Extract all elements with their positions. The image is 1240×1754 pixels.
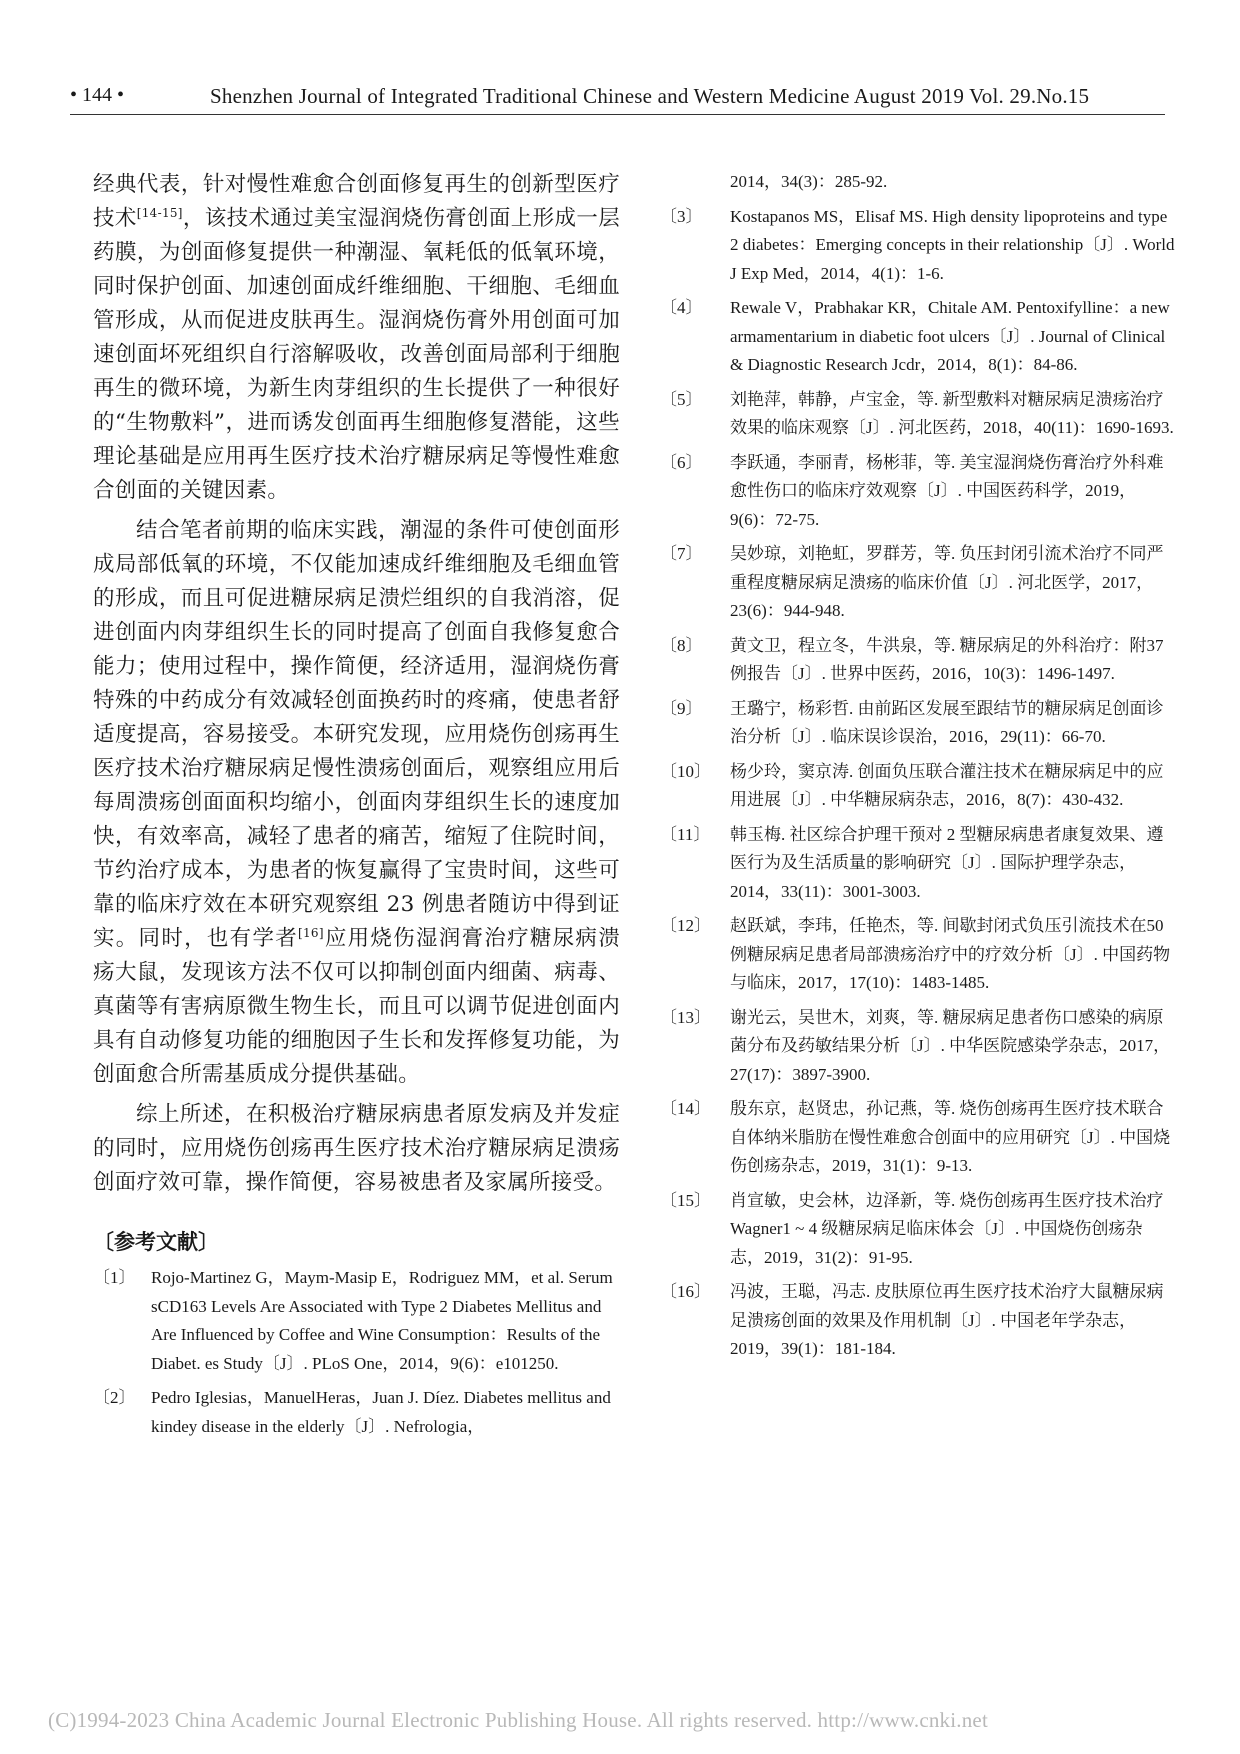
page-number: • 144 • bbox=[70, 84, 125, 106]
reference-13 bbox=[660, 1004, 1175, 1090]
reference-number: 〔5〕 bbox=[660, 389, 703, 409]
reference-10 bbox=[660, 758, 1175, 815]
reference-text: 韩玉梅. 社区综合护理干预对 2 型糖尿病患者康复效果、遵医行为及生活质量的影响研究〔J〕. 国际护理学杂志，2014，33(11)：3001-3003. bbox=[730, 824, 1164, 901]
reference-text: 吴妙琼，刘艳虹，罗群芳，等. 负压封闭引流术治疗不同严重程度糖尿病足溃疡的临床价值〔J〕. 河北医学，2017，23(6)：944-948. bbox=[730, 544, 1164, 620]
p1-text-a: 经典代表，针对慢性难愈合创面修复再生的创新型医疗技术 bbox=[93, 172, 620, 231]
reference-number: 〔16〕 bbox=[660, 1282, 711, 1301]
reference-number: 〔11〕 bbox=[660, 824, 711, 844]
reference-5 bbox=[660, 386, 1175, 443]
reference-text: 杨少玲，窦京涛. 创面负压联合灌注技术在糖尿病足中的应用进展〔J〕. 中华糖尿病杂志，2016，8(7)：430-432. bbox=[730, 761, 1164, 809]
reference-6 bbox=[660, 449, 1175, 535]
p2-text-b: 应用烧伤湿润膏治疗糖尿病溃疡大鼠，发现该方法不仅可以抑制创面内细菌、病毒、真菌等有害病原微生物生长，而且可以调节促进创面内具有自动修复功能的细胞因子生长和发挥修复功能，为创面愈合所需基质成分提供基础。 bbox=[93, 926, 620, 1087]
reference-9 bbox=[660, 695, 1175, 752]
reference-text: Rewale V，Prabhakar KR，Chitale AM. Pentoxifylline：a new armamentarium in diabetic foot ulcers〔J〕. Journal of Clinical & Diagnostic Research Jcdr，2014，8(1)：84-86. bbox=[730, 298, 1170, 374]
copyright-footer: (C)1994-2023 China Academic Journal Electronic Publishing House. All rights reserved. http://www.cnki.net bbox=[48, 1708, 988, 1732]
reference-text: 黄文卫，程立冬，牛洪泉，等. 糖尿病足的外科治疗：附37 例报告〔J〕. 世界中医药，2016，10(3)：1496-1497. bbox=[730, 635, 1164, 683]
reference-3 bbox=[660, 203, 1175, 289]
reference-text: 肖宣敏，史会林，边泽新，等. 烧伤创疡再生医疗技术治疗 Wagner1 ~ 4 级糖尿病足临床体会〔J〕. 中国烧伤创疡杂志，2019，31(2)：91-95. bbox=[730, 1190, 1164, 1267]
reference-2 bbox=[93, 1384, 620, 1441]
reference-number: 〔10〕 bbox=[660, 761, 711, 781]
reference-number: 〔13〕 bbox=[660, 1007, 711, 1027]
right-column bbox=[660, 168, 1175, 1370]
reference-text: 2014，34(3)：285-92. bbox=[730, 172, 888, 191]
reference-text: 谢光云，吴世木，刘爽，等. 糖尿病足患者伤口感染的病原菌分布及药敏结果分析〔J〕. 中华医院感染学杂志，2017，27(17)：3897-3900. bbox=[730, 1007, 1171, 1084]
citation-16: [16] bbox=[298, 926, 324, 940]
running-header bbox=[70, 84, 1165, 118]
reference-number: 〔1〕 bbox=[93, 1268, 136, 1287]
reference-8 bbox=[660, 632, 1175, 689]
reference-number: 〔14〕 bbox=[660, 1099, 711, 1118]
reference-text: Kostapanos MS，Elisaf MS. High density lipoproteins and type 2 diabetes：Emerging concepts in their relationship〔J〕. World J Exp Med，2014，4(1)：1-6. bbox=[730, 206, 1175, 283]
reference-text: 王璐宁，杨彩哲. 由前跖区发展至跟结节的糖尿病足创面诊治分析〔J〕. 临床误诊误治，2016，29(11)：66-70. bbox=[730, 698, 1164, 746]
reference-text: 殷东京，赵贤忠，孙记燕，等. 烧伤创疡再生医疗技术联合自体纳米脂肪在慢性难愈合创面中的应用研究〔J〕. 中国烧伤创疡杂志，2019，31(1)：9-13. bbox=[730, 1099, 1171, 1175]
header-rule bbox=[70, 114, 1165, 115]
reference-11 bbox=[660, 821, 1175, 907]
reference-1 bbox=[93, 1264, 620, 1378]
reference-number: 〔9〕 bbox=[660, 698, 703, 718]
reference-number: 〔2〕 bbox=[93, 1388, 136, 1407]
reference-number: 〔7〕 bbox=[660, 544, 703, 563]
p1-text-b: ，该技术通过美宝湿润烧伤膏创面上形成一层药膜，为创面修复提供一种潮湿、氧耗低的低氧环境，同时保护创面、加速创面成纤维细胞、干细胞、毛细血管形成，从而促进皮肤再生。湿润烧伤膏外用创面可加速创面坏死组织自行溶解吸收，改善创面局部利于细胞再生的微环境，为新生肉芽组织的生长提供了一种很好的“生物敷料”，进而诱发创面再生细胞修复潜能，这些理论基础是应用再生医疗技术治疗糖尿病足等慢性难愈合创面的关键因素。 bbox=[93, 206, 620, 503]
reference-number: 〔3〕 bbox=[660, 206, 703, 226]
reference-text: 赵跃斌，李玮，任艳杰，等. 间歇封闭式负压引流技术在50 例糖尿病足患者局部溃疡治疗中的疗效分析〔J〕. 中国药物与临床，2017，17(10)：1483-1485. bbox=[730, 916, 1171, 992]
body-paragraph-1 bbox=[93, 168, 620, 508]
citation-14-15: [14-15] bbox=[136, 206, 183, 220]
reference-7 bbox=[660, 540, 1175, 626]
reference-14 bbox=[660, 1095, 1175, 1181]
journal-title: Shenzhen Journal of Integrated Traditional Chinese and Western Medicine August 2019 Vol. 29.No.15 bbox=[210, 84, 1090, 108]
reference-2-continued bbox=[660, 168, 1175, 197]
reference-number: 〔15〕 bbox=[660, 1190, 711, 1210]
reference-number: 〔6〕 bbox=[660, 452, 703, 472]
body-paragraph-3: 综上所述，在积极治疗糖尿病患者原发病及并发症的同时，应用烧伤创疡再生医疗技术治疗糖尿病足溃疡创面疗效可靠，操作简便，容易被患者及家属所接受。 bbox=[93, 1102, 620, 1195]
reference-4 bbox=[660, 294, 1175, 380]
reference-number: 〔4〕 bbox=[660, 298, 703, 317]
p2-text-a: 结合笔者前期的临床实践，潮湿的条件可使创面形成局部低氧的环境，不仅能加速成纤维细胞及毛细血管的形成，而且可促进糖尿病足溃烂组织的自我消溶，促进创面内肉芽组织生长的同时提高了创面自我修复愈合能力；使用过程中，操作简便，经济适用，湿润烧伤膏特殊的中药成分有效减轻创面换药时的疼痛，使患者舒适度提高，容易接受。本研究发现，应用烧伤创疡再生医疗技术治疗糖尿病足慢性溃疡创面后，观察组应用后每周溃疡创面面积均缩小，创面肉芽组织生长的速度加快，有效率高，减轻了患者的痛苦，缩短了住院时间，节约治疗成本，为患者的恢复赢得了宝贵时间，这些可靠的临床疗效在本研究观察组 23 例患者随访中得到证实。同时，也有学者 bbox=[93, 518, 620, 951]
left-column bbox=[93, 168, 620, 1447]
reference-text: Rojo-Martinez G，Maym-Masip E，Rodriguez MM，et al. Serum sCD163 Levels Are Associated with Type 2 Diabetes Mellitus and Are Influenced by Coffee and Wine Consumption：Results of the Diabet. es Study〔J〕. PLoS One，2014，9(6)：e101250. bbox=[151, 1268, 613, 1373]
references-heading: 〔参考文献〕 bbox=[93, 1230, 219, 1254]
reference-text: 冯波，王聪，冯志. 皮肤原位再生医疗技术治疗大鼠糖尿病足溃疡创面的效果及作用机制〔J〕. 中国老年学杂志，2019，39(1)：181-184. bbox=[730, 1282, 1164, 1358]
reference-15 bbox=[660, 1187, 1175, 1273]
reference-16 bbox=[660, 1278, 1175, 1364]
reference-number: 〔8〕 bbox=[660, 635, 703, 655]
reference-text: Pedro Iglesias，ManuelHeras，Juan J. Díez. Diabetes mellitus and kindey disease in the elderly〔J〕. Nefrologia， bbox=[151, 1388, 611, 1436]
reference-text: 刘艳萍，韩静，卢宝金，等. 新型敷料对糖尿病足溃疡治疗效果的临床观察〔J〕. 河北医药，2018，40(11)：1690-1693. bbox=[730, 389, 1174, 437]
reference-number: 〔12〕 bbox=[660, 916, 711, 935]
body-paragraph-2 bbox=[93, 514, 620, 1092]
reference-text: 李跃通，李丽青，杨彬菲，等. 美宝湿润烧伤膏治疗外科难愈性伤口的临床疗效观察〔J〕. 中国医药科学，2019，9(6)：72-75. bbox=[730, 452, 1164, 529]
reference-12 bbox=[660, 912, 1175, 998]
